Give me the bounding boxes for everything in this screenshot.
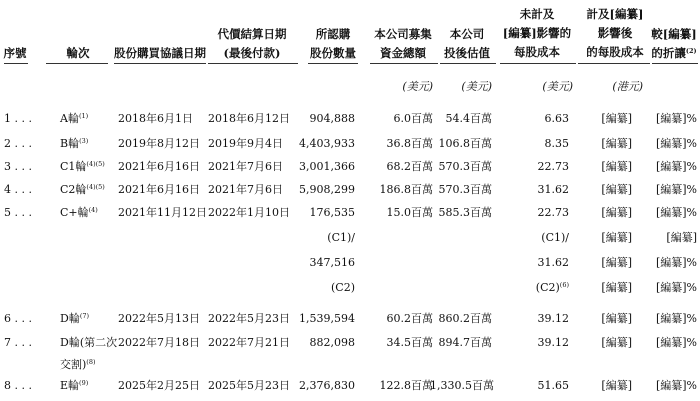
- cell-cost: [500, 281, 569, 295]
- cell-text: 2022年5月13日: [118, 312, 200, 325]
- cell-cost: [500, 336, 569, 350]
- cell-text: 186.8百萬: [379, 183, 433, 196]
- cell-text: 2021年6月16日: [118, 183, 200, 196]
- cell-funds: [370, 379, 433, 393]
- cell-text: [編纂]: [601, 256, 632, 269]
- cell-funds: [370, 336, 433, 350]
- cell-valuation: [430, 137, 492, 151]
- rule-funds: [370, 63, 438, 64]
- cell-text: [編纂]%: [655, 379, 697, 392]
- cell-date: [118, 112, 204, 126]
- cell-shares: [290, 281, 355, 295]
- cell-funds: [370, 137, 433, 151]
- cell-text: E輪: [60, 379, 80, 392]
- cell-cost-adj: [580, 112, 632, 126]
- footnote-ref: (7): [79, 312, 90, 320]
- cell-settle: [208, 206, 292, 220]
- cell-text: 68.2百萬: [386, 160, 433, 173]
- cell-discount: [640, 336, 697, 350]
- cell-valuation: [430, 183, 492, 197]
- cell-text: 2022年7月21日: [208, 336, 290, 349]
- cell-discount: [640, 137, 697, 151]
- cell-settle: [208, 312, 292, 326]
- header-discount-line1: 較[編纂]: [651, 27, 697, 41]
- cell-text: 2021年7月6日: [208, 183, 283, 196]
- cell-seq: [4, 160, 48, 174]
- cell-seq: [4, 137, 48, 151]
- cell-settle: [208, 137, 292, 151]
- cell-shares: [290, 336, 355, 350]
- cell-shares: [290, 206, 355, 220]
- cell-seq: [4, 112, 48, 126]
- cell-text: 1 . . .: [4, 112, 32, 125]
- cell-text: D輪: [60, 312, 80, 325]
- cell-settle: [208, 336, 292, 350]
- cell-seq: [4, 336, 48, 350]
- cell-text: D輪(第二次: [60, 336, 118, 349]
- cell-shares: [290, 379, 355, 393]
- cell-text: 2022年1月10日: [208, 206, 290, 219]
- cell-text: 8.35: [544, 137, 569, 150]
- cell-valuation: [430, 336, 492, 350]
- cell-date: [118, 160, 204, 174]
- cell-discount: [640, 112, 697, 126]
- cell-date: [118, 336, 204, 350]
- cell-settle: [208, 112, 292, 126]
- cell-text: (C1)/: [541, 231, 569, 244]
- cell-cost-adj: [580, 137, 632, 151]
- cell-text: 6.63: [544, 112, 569, 125]
- cell-text: 2018年6月12日: [208, 112, 290, 125]
- cell-text: [編纂]: [601, 231, 632, 244]
- cell-discount: [640, 312, 697, 326]
- cell-text: 122.8百萬: [379, 379, 433, 392]
- footnote-ref: (4)(5): [86, 183, 105, 191]
- footnote-ref: (4): [88, 206, 98, 214]
- cell-text: 2025年2月25日: [118, 379, 200, 392]
- cell-text: [編纂]%: [655, 312, 697, 325]
- cell-shares: [290, 312, 355, 326]
- header-date: 股份購買協議日期: [114, 46, 206, 60]
- cell-text: 2025年5月23日: [208, 379, 290, 392]
- cell-text: 570.3百萬: [438, 160, 492, 173]
- cell-text: 2 . . .: [4, 137, 32, 150]
- header-round: 輪次: [66, 46, 90, 60]
- cell-text: 31.62: [537, 256, 569, 269]
- cell-text: 6.0百萬: [393, 112, 433, 125]
- cell-cost-adj: [580, 231, 632, 245]
- rule-shares: [308, 63, 358, 64]
- header-funds: 本公司募集 資金總額: [374, 27, 432, 60]
- cell-date: [118, 137, 204, 151]
- cell-text: [編纂]: [601, 160, 632, 173]
- header-shares: 所認購 股份數量: [310, 27, 356, 60]
- footnote-ref: (4)(5): [86, 160, 105, 168]
- cell-shares: [290, 137, 355, 151]
- cell-cost-adj: [580, 256, 632, 270]
- cell-text: [編纂]: [601, 206, 632, 219]
- cell-cost: [500, 206, 569, 220]
- cell-text: 585.3百萬: [438, 206, 492, 219]
- cell-discount: [640, 183, 697, 197]
- cell-cost: [500, 137, 569, 151]
- cell-text: [編纂]%: [655, 256, 697, 269]
- cell-text: 51.65: [537, 379, 569, 392]
- header-seq: 序號: [3, 46, 27, 60]
- header-discount: [648, 25, 700, 63]
- cell-text: 2022年5月23日: [208, 312, 290, 325]
- cell-text: 31.62: [537, 183, 569, 196]
- unit-cost-unadj: (美元): [542, 80, 573, 93]
- header-discount-line2: 的折讓$^{(2)}$: [651, 46, 697, 60]
- cell-seq: [4, 312, 48, 326]
- cell-text: 4 . . .: [4, 183, 32, 196]
- cell-text: 1,539,594: [299, 312, 355, 325]
- cell-cost: [500, 112, 569, 126]
- cell-text: C+輪: [60, 206, 89, 219]
- cell-cost-adj: [580, 160, 632, 174]
- cell-text: [編纂]: [666, 231, 697, 244]
- cell-discount: [640, 231, 697, 245]
- cell-text: 6 . . .: [4, 312, 32, 325]
- cell-funds: [370, 183, 433, 197]
- header-cost-adj: 計及[編纂] 影響後 的每股成本: [586, 7, 644, 59]
- cell-cost: [500, 256, 569, 270]
- cell-cost-adj: [580, 206, 632, 220]
- cell-date: [118, 206, 207, 220]
- cell-settle: [208, 160, 292, 174]
- cell-text: 882,098: [309, 336, 355, 349]
- cell-text: 2021年6月16日: [118, 160, 200, 173]
- cell-discount: [640, 281, 697, 295]
- unit-funds: (美元): [402, 80, 433, 93]
- cell-discount: [640, 256, 697, 270]
- cell-valuation: [430, 379, 492, 393]
- rule-seq: [4, 63, 28, 64]
- cell-date: [118, 379, 204, 393]
- cell-cost: [500, 312, 569, 326]
- cell-text: [編纂]: [601, 183, 632, 196]
- cell-text: 2019年9月4日: [208, 137, 283, 150]
- cell-date: [118, 183, 204, 197]
- rule-settle: [208, 63, 298, 64]
- cell-text: 5 . . .: [4, 206, 32, 219]
- header-valuation: 本公司 投後估值: [444, 27, 490, 60]
- rule-cost-unadj: [500, 63, 576, 64]
- cell-shares: [290, 160, 355, 174]
- cell-valuation: [430, 112, 492, 126]
- cell-shares: [290, 183, 355, 197]
- cell-valuation: [430, 160, 492, 174]
- rule-discount: [652, 63, 698, 64]
- cell-text: 34.5百萬: [386, 336, 433, 349]
- cell-valuation: [430, 206, 492, 220]
- cell-settle: [208, 379, 292, 393]
- unit-cost-adj: (港元): [612, 80, 643, 93]
- cell-text: (C2): [535, 281, 560, 294]
- cell-text: 4,403,933: [299, 137, 355, 150]
- cell-text: 39.12: [537, 312, 569, 325]
- cell-text: 106.8百萬: [438, 137, 492, 150]
- footnote-ref: (8): [86, 358, 96, 366]
- cell-text: 36.8百萬: [386, 137, 433, 150]
- cell-cost-adj: [580, 183, 632, 197]
- cell-text: 860.2百萬: [438, 312, 492, 325]
- cell-funds: [370, 312, 433, 326]
- cell-text: 2019年8月12日: [118, 137, 200, 150]
- cell-cost: [500, 231, 569, 245]
- header-settle: 代價結算日期 (最後付款): [217, 27, 287, 60]
- cell-text: B輪: [60, 137, 80, 150]
- cell-text: 904,888: [309, 112, 355, 125]
- cell-text: 5,908,299: [299, 183, 355, 196]
- cell-cost-adj: [580, 336, 632, 350]
- cell-cost-adj: [580, 281, 632, 295]
- cell-text: A輪: [60, 112, 79, 125]
- cell-text: 2018年6月1日: [118, 112, 193, 125]
- cell-date: [118, 312, 204, 326]
- cell-text: [編纂]: [601, 336, 632, 349]
- cell-text: (C2): [331, 281, 355, 294]
- cell-shares: [290, 256, 355, 270]
- rule-round: [46, 63, 108, 64]
- header-cost-unadj: 未計及 [編纂]影響的 每股成本: [502, 7, 572, 59]
- cell-text: 3 . . .: [4, 160, 32, 173]
- cell-text: 39.12: [537, 336, 569, 349]
- cell-text: 8 . . .: [4, 379, 32, 392]
- cell-text: 2021年7月6日: [208, 160, 283, 173]
- cell-round: [60, 358, 130, 372]
- rule-valuation: [440, 63, 496, 64]
- cell-text: C1輪: [60, 160, 87, 173]
- cell-cost-adj: [580, 312, 632, 326]
- cell-valuation: [430, 312, 492, 326]
- cell-shares: [290, 231, 355, 245]
- cell-text: 54.4百萬: [445, 112, 492, 125]
- cell-funds: [370, 112, 433, 126]
- cell-text: [編纂]%: [655, 160, 697, 173]
- cell-text: [編纂]: [601, 112, 632, 125]
- cell-text: 347,516: [309, 256, 355, 269]
- cell-text: 894.7百萬: [438, 336, 492, 349]
- cell-seq: [4, 183, 48, 197]
- unit-valuation: (美元): [461, 80, 492, 93]
- footnote-ref: (3): [79, 137, 89, 145]
- cell-text: [編纂]%: [655, 336, 697, 349]
- cell-text: [編纂]: [601, 312, 632, 325]
- cell-text: [編纂]: [601, 137, 632, 150]
- cell-settle: [208, 183, 292, 197]
- cell-text: [編纂]%: [655, 112, 697, 125]
- cell-text: 2,376,830: [299, 379, 355, 392]
- rule-cost-adj: [578, 63, 650, 64]
- cell-funds: [370, 160, 433, 174]
- cell-text: [編纂]: [601, 281, 632, 294]
- cell-cost: [500, 160, 569, 174]
- cell-text: 176,535: [309, 206, 355, 219]
- cell-text: 交割): [60, 358, 87, 371]
- cell-funds: [370, 206, 433, 220]
- cell-cost: [500, 183, 569, 197]
- cell-discount: [640, 206, 697, 220]
- cell-shares: [290, 112, 355, 126]
- cell-text: 1,330.5百萬: [430, 379, 494, 392]
- footnote-ref: (6): [559, 281, 569, 289]
- cell-text: 15.0百萬: [386, 206, 433, 219]
- cell-text: 3,001,366: [299, 160, 355, 173]
- cell-text: [編纂]%: [655, 137, 697, 150]
- cell-discount: [640, 160, 697, 174]
- footnote-ref: (9): [79, 379, 89, 387]
- cell-text: 60.2百萬: [386, 312, 433, 325]
- cell-cost: [500, 379, 569, 393]
- cell-discount: [640, 379, 697, 393]
- cell-text: 22.73: [537, 206, 569, 219]
- footnote-ref: (1): [78, 112, 89, 120]
- cell-text: 7 . . .: [4, 336, 32, 349]
- cell-text: 570.3百萬: [438, 183, 492, 196]
- cell-text: 2022年7月18日: [118, 336, 200, 349]
- cell-text: (C1)/: [327, 231, 355, 244]
- cell-seq: [4, 206, 48, 220]
- cell-text: C2輪: [60, 183, 87, 196]
- cell-cost-adj: [580, 379, 632, 393]
- cell-text: [編纂]%: [655, 206, 697, 219]
- cell-text: 22.73: [537, 160, 569, 173]
- cell-text: [編纂]%: [655, 183, 697, 196]
- cell-seq: [4, 379, 48, 393]
- cell-text: 2021年11月12日: [118, 206, 207, 219]
- rule-date: [114, 63, 206, 64]
- cell-text: [編纂]%: [655, 281, 697, 294]
- cell-text: [編纂]: [601, 379, 632, 392]
